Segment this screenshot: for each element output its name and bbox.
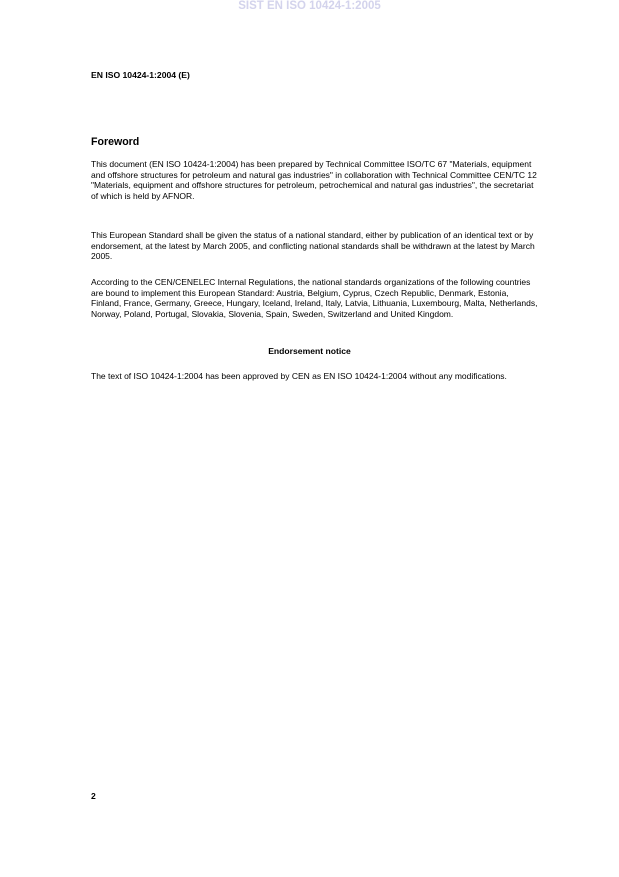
endorsement-heading: Endorsement notice bbox=[268, 346, 351, 356]
foreword-heading: Foreword bbox=[91, 136, 140, 148]
page-number: 2 bbox=[91, 791, 96, 801]
endorsement-text: The text of ISO 10424-1:2004 has been approved by CEN as EN ISO 10424-1:2004 without any modifications. bbox=[91, 371, 507, 381]
watermark: SIST EN ISO 10424-1:2005 bbox=[238, 0, 381, 12]
foreword-paragraph-2: This European Standard shall be given the status of a national standard, either by publication of an identical text or by endorsement, at the latest by March 2005, and conflicting national standards shall be withdrawn at the latest by March 2005. bbox=[91, 230, 535, 262]
foreword-paragraph-1: This document (EN ISO 10424-1:2004) has been prepared by Technical Committee ISO/TC 67 "Materials, equipment and offshore structures for petroleum and natural gas industries" in collaboration with Technical Committee CEN/TC 12 "Materials, equipment and offshore structures for petroleum, petrochemical and natural gas industries", the secretariat of which is held by AFNOR. bbox=[91, 159, 537, 201]
document-id-header: EN ISO 10424-1:2004 (E) bbox=[91, 70, 190, 80]
foreword-paragraph-3: According to the CEN/CENELEC Internal Regulations, the national standards organizations of the following countries are bound to implement this European Standard: Austria, Belgium, Cyprus, Czech Republic, Denmark, Estonia, Finland, France, Germany, Greece, Hungary, Iceland, Ireland, Italy, Latvia, Lithuania, Luxembourg, Malta, Netherlands, Norway, Poland, Portugal, Slovakia, Slovenia, Spain, Sweden, Switzerland and United Kingdom. bbox=[91, 277, 538, 319]
